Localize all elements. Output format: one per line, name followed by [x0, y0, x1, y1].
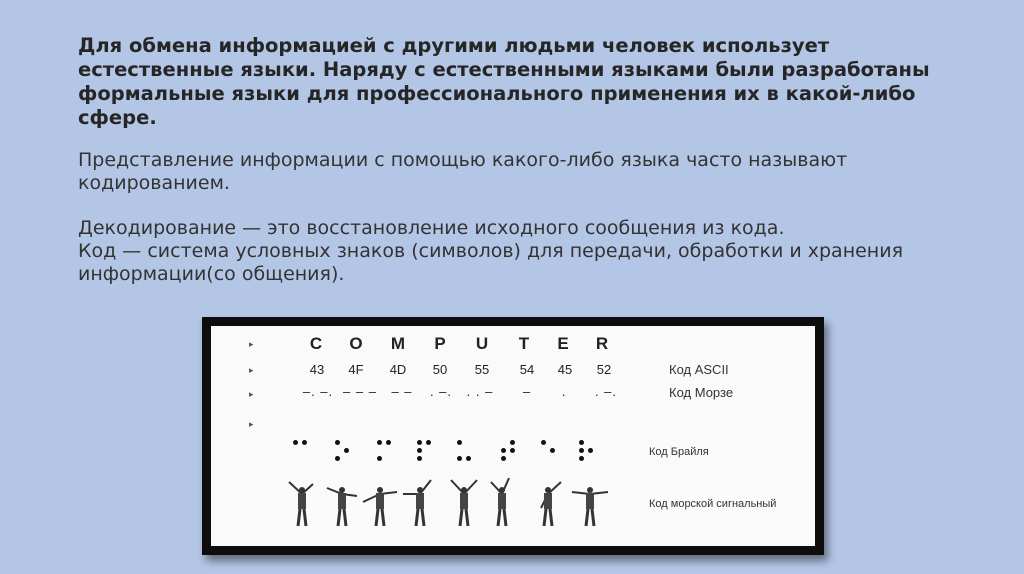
semaphore-label: Код морской сигнальный: [649, 498, 777, 510]
semaphore-figure-u: [445, 478, 483, 530]
bullet-marker-icon: ▸: [249, 339, 254, 349]
bullet-marker-icon: ▸: [249, 389, 254, 399]
ascii-e: 45: [557, 362, 573, 377]
braille-p: [415, 436, 439, 472]
braille-m: [375, 436, 399, 472]
ascii-u: 55: [474, 362, 490, 377]
ascii-m: 4D: [389, 362, 407, 377]
braille-label: Код Брайля: [649, 446, 709, 458]
letter-o: O: [349, 334, 363, 353]
semaphore-figure-c: [283, 478, 321, 530]
semaphore-figure-o: [323, 478, 361, 530]
semaphore-figure-p: [401, 478, 439, 530]
braille-u: [455, 436, 479, 472]
letter-e: E: [557, 334, 569, 353]
letter-t: T: [518, 334, 530, 353]
braille-e: [539, 436, 563, 472]
ascii-label: Код ASCII: [669, 362, 729, 377]
ascii-p: 50: [432, 362, 448, 377]
braille-t: [499, 436, 523, 472]
letter-m: M: [390, 334, 406, 353]
ascii-o: 4F: [348, 362, 364, 377]
morse-r: . –.: [594, 384, 618, 399]
bullet-marker-icon: ▸: [249, 419, 254, 429]
morse-t: –: [522, 384, 532, 399]
semaphore-figure-m: [361, 478, 399, 530]
code-definition: Код — система условных знаков (символов) для передачи, обработки и хранения информации(со общения).: [78, 240, 904, 285]
morse-label: Код Морзе: [669, 385, 734, 400]
semaphore-figure-e: [529, 478, 567, 530]
encoding-figure: [211, 326, 815, 546]
ascii-r: 52: [596, 362, 612, 377]
morse-m: – –: [391, 384, 413, 399]
ascii-t: 54: [519, 362, 535, 377]
braille-c: [291, 436, 315, 472]
morse-c: –. –.: [302, 384, 334, 399]
definitions-paragraph: [78, 217, 958, 286]
braille-o: [333, 436, 357, 472]
braille-r: [577, 436, 601, 472]
letter-c: C: [309, 334, 323, 353]
letter-u: U: [475, 334, 489, 353]
letter-r: R: [595, 334, 609, 353]
intro-paragraph: Для обмена информацией с другими людьми человек использует естественные языки. Наряду с естественными языками были разработаны формальные языки для профессионального применения их в какой-либо сфере.: [78, 34, 930, 129]
decoding-definition: Декодирование — это восстановление исходного сообщения из кода.: [78, 217, 785, 239]
semaphore-figure-r: [571, 478, 609, 530]
ascii-c: 43: [309, 362, 325, 377]
letter-p: P: [434, 334, 446, 353]
morse-u: . . –: [466, 384, 494, 399]
encoding-figure-frame: [202, 317, 824, 555]
encoding-paragraph: Представление информации с помощью какого-либо языка часто называют кодированием.: [78, 149, 848, 194]
bullet-marker-icon: ▸: [249, 365, 254, 375]
morse-p: . –.: [429, 384, 453, 399]
morse-e: .: [561, 384, 567, 399]
morse-o: – – –: [343, 384, 377, 399]
semaphore-figure-t: [483, 478, 521, 530]
